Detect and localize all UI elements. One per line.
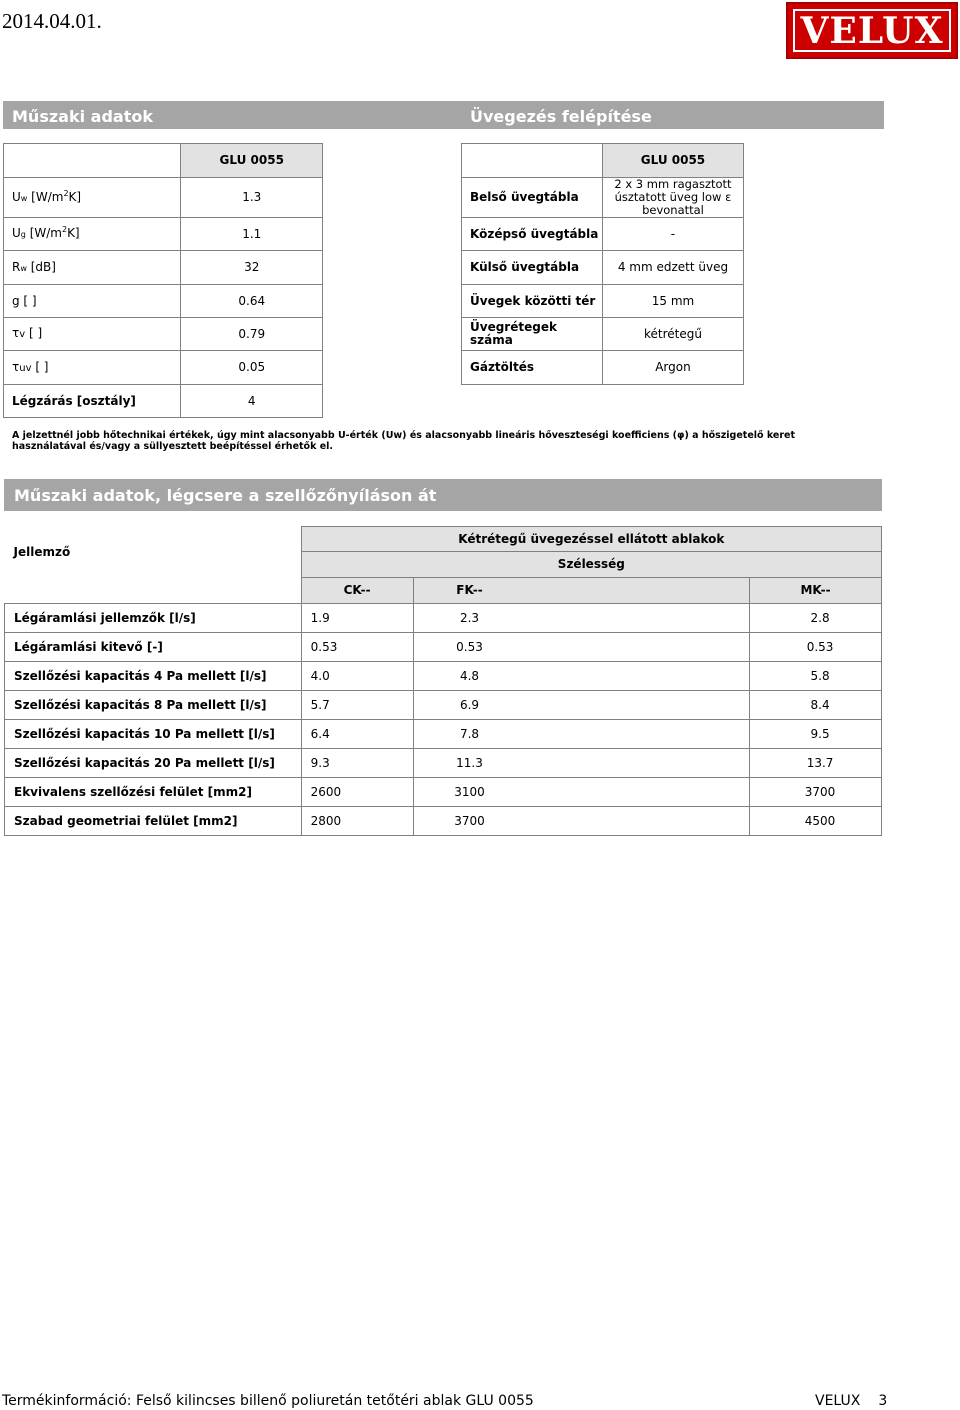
glazing-row-label: Középső üvegtábla: [462, 218, 603, 251]
vent-cell: 7.8: [413, 720, 750, 749]
glazing-row-value: 2 x 3 mm ragasztott úsztatott üveg low ε bevonattal: [602, 178, 743, 218]
vent-cell: 2.8: [750, 604, 882, 633]
vent-cell: 3100: [413, 778, 750, 807]
row-label-uw: Uw $[W/m^2K]$: [4, 178, 181, 218]
column-header: GLU 0055: [602, 144, 743, 178]
vent-cell: 6.9: [413, 691, 750, 720]
vent-cell: 4500: [750, 807, 882, 836]
row-label-ug: Ug $[W/m^2K]$: [4, 218, 181, 251]
vent-cell: 2600: [301, 778, 413, 807]
glazing-row-value: 4 mm edzett üveg: [602, 251, 743, 285]
row-label-tuv: τuv [ ]: [4, 351, 181, 385]
section-header-technical: [3, 101, 884, 129]
vent-cell: 0.53: [750, 633, 882, 662]
vent-cell: 4.0: [301, 662, 413, 691]
row-value: 0.79: [181, 318, 323, 351]
row-label-g: g [ ]: [4, 285, 181, 318]
section-title-left: Műszaki adatok: [12, 107, 153, 126]
column-header-fk: FK--: [413, 578, 750, 604]
table-corner: [4, 144, 181, 178]
column-header-mk: MK--: [750, 578, 882, 604]
vent-row-label: Szellőzési kapacitás 10 Pa mellett [l/s]: [5, 720, 302, 749]
vent-cell: 9.3: [301, 749, 413, 778]
glazing-row-label: Üvegrétegek száma: [462, 318, 603, 351]
row-value: 32: [181, 251, 323, 285]
glazing-table: [461, 143, 744, 385]
glazing-row-label: Üvegek közötti tér: [462, 285, 603, 318]
document-date: 2014.04.01.: [2, 9, 102, 33]
velux-logo: [786, 2, 958, 59]
vent-row-label: Szellőzési kapacitás 8 Pa mellett [l/s]: [5, 691, 302, 720]
vent-cell: 2800: [301, 807, 413, 836]
row-value: 0.64: [181, 285, 323, 318]
glazing-row-value: Argon: [602, 351, 743, 385]
logo-text: VELUX: [800, 9, 944, 52]
section-header-ventilation: [4, 479, 882, 511]
vent-row-label: Légáramlási jellemzők [l/s]: [5, 604, 302, 633]
row-label-rw: Rw [dB]: [4, 251, 181, 285]
group-header: Kétrétegű üvegezéssel ellátott ablakok: [301, 527, 881, 552]
glazing-row-label: Belső üvegtábla: [462, 178, 603, 218]
vent-cell: 9.5: [750, 720, 882, 749]
vent-row-label: Ekvivalens szellőzési felület [mm2]: [5, 778, 302, 807]
vent-cell: 11.3: [413, 749, 750, 778]
section-title: Műszaki adatok, légcsere a szellőzőnyíláson át: [14, 486, 437, 505]
vent-row-label: Légáramlási kitevő [-]: [5, 633, 302, 662]
glazing-row-value: kétrétegű: [602, 318, 743, 351]
vent-cell: 13.7: [750, 749, 882, 778]
vent-cell: 0.53: [301, 633, 413, 662]
jellemzo-header: Jellemző: [5, 527, 302, 578]
empty-header-cell: [5, 578, 302, 604]
section-title-right: Üvegezés felépítése: [470, 107, 652, 126]
row-value: 0.05: [181, 351, 323, 385]
vent-cell: 4.8: [413, 662, 750, 691]
vent-cell: 8.4: [750, 691, 882, 720]
row-value: 1.3: [181, 178, 323, 218]
page-number: 3: [878, 1393, 888, 1409]
column-header-ck: CK--: [301, 578, 413, 604]
technical-data-table: [3, 143, 323, 418]
row-value: 4: [181, 385, 323, 418]
vent-cell: 0.53: [413, 633, 750, 662]
vent-cell: 5.8: [750, 662, 882, 691]
vent-cell: 2.3: [413, 604, 750, 633]
row-label-tv: τv [ ]: [4, 318, 181, 351]
glazing-row-value: 15 mm: [602, 285, 743, 318]
vent-cell: 3700: [413, 807, 750, 836]
footer-product-info: Termékinformáció: Felső kilincses billenő poliuretán tetőtéri ablak GLU 0055: [2, 1393, 534, 1409]
logo-frame: [793, 9, 951, 52]
vent-cell: 6.4: [301, 720, 413, 749]
footer-brand: VELUX: [815, 1393, 861, 1409]
vent-cell: 5.7: [301, 691, 413, 720]
glazing-row-label: Gáztöltés: [462, 351, 603, 385]
row-value: 1.1: [181, 218, 323, 251]
vent-cell: 1.9: [301, 604, 413, 633]
vent-row-label: Szellőzési kapacitás 20 Pa mellett [l/s]: [5, 749, 302, 778]
glazing-row-value: -: [602, 218, 743, 251]
ventilation-table: [4, 526, 882, 836]
glazing-row-label: Külső üvegtábla: [462, 251, 603, 285]
vent-cell: 3700: [750, 778, 882, 807]
footer-page: [815, 1393, 887, 1409]
row-label-airtightness: Légzárás [osztály]: [4, 385, 181, 418]
vent-row-label: Szellőzési kapacitás 4 Pa mellett [l/s]: [5, 662, 302, 691]
table-corner: [462, 144, 603, 178]
width-header: Szélesség: [301, 552, 881, 578]
column-header: GLU 0055: [181, 144, 323, 178]
vent-row-label: Szabad geometriai felület [mm2]: [5, 807, 302, 836]
footnote: A jelzettnél jobb hőtechnikai értékek, úgy mint alacsonyabb U-érték (Uw) és alacsonyabb lineáris hőveszteségi koefficiens (φ) a hőszigetelő keret használatával és/vagy a süllyesztett beépítéssel érhetők el.: [12, 430, 796, 452]
